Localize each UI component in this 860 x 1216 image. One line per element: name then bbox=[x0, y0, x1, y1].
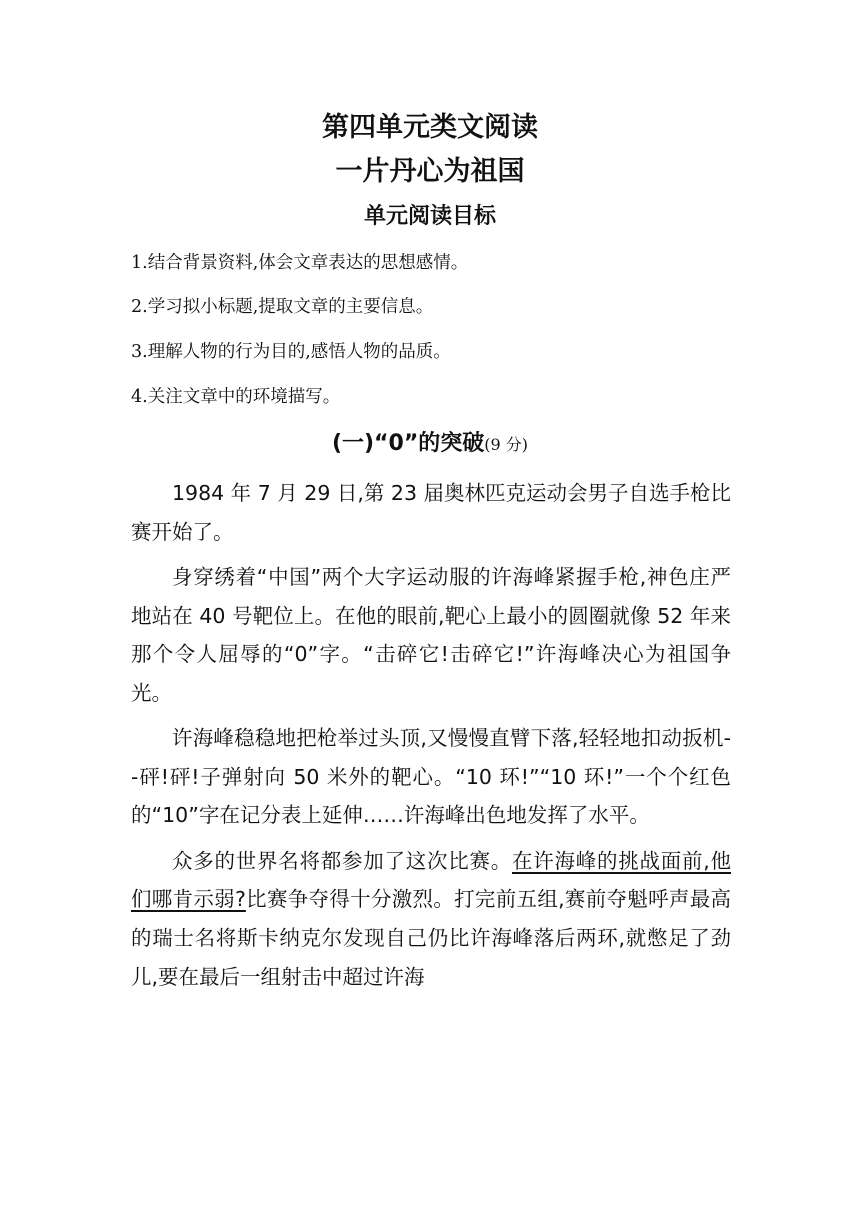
article-paragraph: 许海峰稳稳地把枪举过头顶,又慢慢直臂下落,轻轻地扣动扳机--砰!砰!子弹射向 50 米外的靶心。“10 环!”“10 环!”一个个红色的“10”字在记分表上延伸……许海峰出色地发挥了水平。 bbox=[131, 726, 731, 828]
section-heading bbox=[0, 428, 860, 461]
unit-title: 第四单元类文阅读 bbox=[322, 112, 538, 143]
paragraph-text: 比赛争夺得十分激烈。打完前五组,赛前夺魁呼声最高的瑞士名将斯卡纳克尔发现自己仍比许海峰落后两环,就憋足了劲儿,要在最后一组射击中超过许海 bbox=[131, 887, 732, 989]
goal-item: 1.结合背景资料,体会文章表达的思想感情。 bbox=[131, 253, 469, 273]
underlined-question-sentence: 在许海峰的挑战面前,他们哪肯示弱? bbox=[131, 848, 731, 912]
article-body bbox=[131, 474, 731, 1003]
goal-item: 2.学习拟小标题,提取文章的主要信息。 bbox=[131, 297, 434, 317]
article-paragraph: 1984 年 7 月 29 日,第 23 届奥林匹克运动会男子自选手枪比赛开始了。 bbox=[131, 481, 732, 544]
goal-item: 3.理解人物的行为目的,感悟人物的品质。 bbox=[131, 342, 451, 362]
theme-title: 一片丹心为祖国 bbox=[335, 156, 525, 187]
paragraph-text: 众多的世界名将都参加了这次比赛。 bbox=[172, 848, 512, 873]
goal-item: 4.关注文章中的环境描写。 bbox=[131, 387, 341, 407]
article-paragraph bbox=[131, 842, 731, 997]
goals-heading: 单元阅读目标 bbox=[363, 204, 496, 229]
section-title: (一)“0”的突破 bbox=[331, 431, 485, 456]
section-score: (9 分) bbox=[484, 435, 529, 454]
article-paragraph: 身穿绣着“中国”两个大字运动服的许海峰紧握手枪,神色庄严地站在 40 号靶位上。在他的眼前,靶心上最小的圆圈就像 52 年来那个令人屈辱的“0”字。“击碎它!击碎它!”许海峰决心为祖国争光。 bbox=[131, 564, 731, 705]
